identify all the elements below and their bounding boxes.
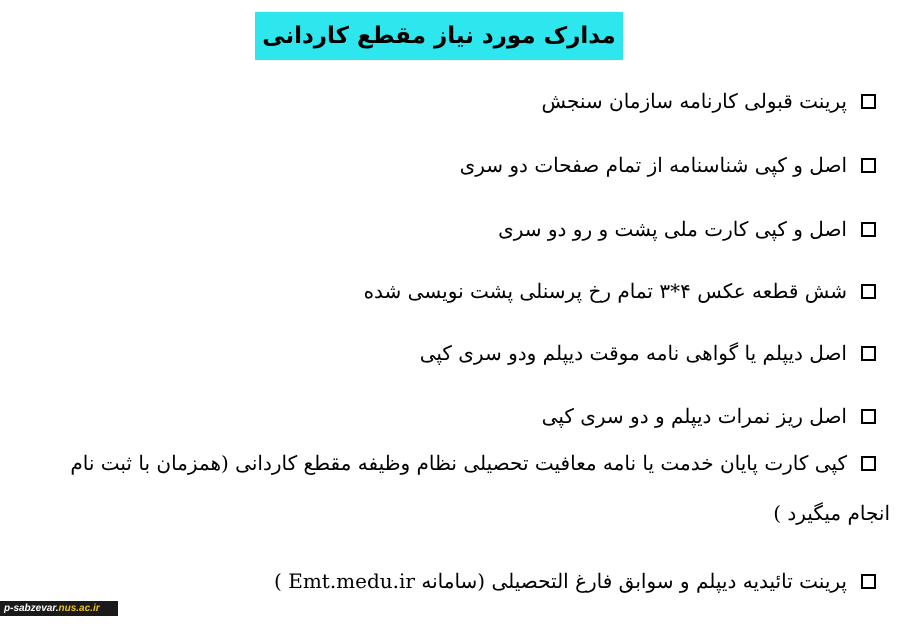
list-item-text: پرینت تائیدیه دیپلم و سوابق فارغ التحصیلی (سامانه Emt.medu.ir ) (274, 569, 847, 593)
list-item-text: شش قطعه عکس ۴*۳ تمام رخ پرسنلی پشت نویسی شده (363, 279, 847, 303)
list-item-text: اصل دیپلم یا گواهی نامه موقت دیپلم ودو سری کپی (419, 341, 847, 365)
list-item (364, 266, 890, 316)
checkbox-icon[interactable] (861, 94, 876, 109)
list-item-text: اصل ریز نمرات دیپلم و دو سری کپی (541, 404, 847, 428)
list-item (498, 204, 890, 254)
checkbox-icon[interactable] (861, 346, 876, 361)
list-item (460, 140, 890, 190)
list-item-text: اصل و کپی شناسنامه از تمام صفحات دو سری (459, 153, 847, 177)
list-item-text: پرینت قبولی کارنامه سازمان سنجش (541, 89, 847, 113)
checkbox-icon[interactable] (861, 158, 876, 173)
watermark-accent: nus.ac.ir (58, 603, 100, 614)
watermark-prefix: p-sabzevar. (4, 603, 59, 614)
list-item (22, 438, 890, 538)
checkbox-icon[interactable] (861, 222, 876, 237)
checkbox-icon[interactable] (861, 284, 876, 299)
list-item (274, 556, 890, 606)
list-item-text: اصل و کپی کارت ملی پشت و رو دو سری (498, 217, 847, 241)
checkbox-icon[interactable] (861, 409, 876, 424)
list-item-text: کپی کارت پایان خدمت یا نامه معافیت تحصیلی نظام وظیفه مقطع کاردانی (همزمان با ثبت نام انجام میگیرد ) (70, 451, 890, 525)
checkbox-icon[interactable] (861, 574, 876, 589)
page-title-text: مدارک مورد نیاز مقطع کاردانی (262, 23, 616, 49)
checkbox-icon[interactable] (861, 456, 876, 471)
list-item (541, 76, 890, 126)
list-item (420, 328, 890, 378)
list-item (542, 391, 890, 441)
page-title (255, 12, 623, 60)
site-watermark (0, 601, 118, 616)
